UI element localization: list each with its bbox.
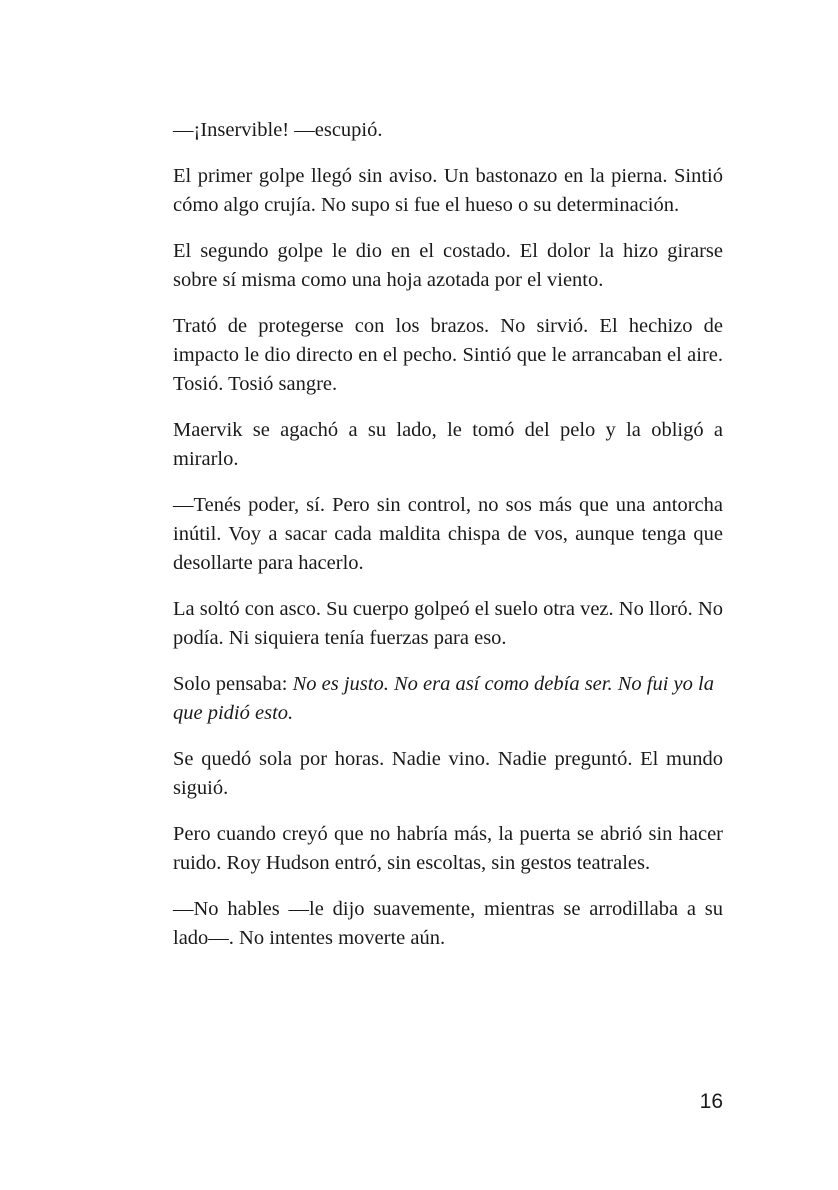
paragraph-8-prefix: Solo pensaba: [173, 673, 293, 695]
paragraph-11: —No hables —le dijo suavemente, mientras se arrodillaba a su lado—. No intentes moverte aún. [173, 898, 723, 949]
paragraph-2: El primer golpe llegó sin aviso. Un bastonazo en la pierna. Sintió cómo algo crujía. No supo si fue el hueso o su determinación. [173, 165, 723, 216]
page-number: 16 [699, 1090, 723, 1113]
paragraph-6: —Tenés poder, sí. Pero sin control, no sos más que una antorcha inútil. Voy a sacar cada maldita chispa de vos, aunque tenga que desollarte para hacerlo. [173, 494, 723, 574]
body-text [173, 116, 723, 970]
paragraph-10: Pero cuando creyó que no habría más, la puerta se abrió sin hacer ruido. Roy Hudson entró, sin escoltas, sin gestos teatrales. [173, 823, 723, 874]
paragraph-9: Se quedó sola por horas. Nadie vino. Nadie preguntó. El mundo siguió. [173, 748, 723, 799]
paragraph-7: La soltó con asco. Su cuerpo golpeó el suelo otra vez. No lloró. No podía. Ni siquiera tenía fuerzas para eso. [173, 598, 723, 649]
paragraph-4: Trató de protegerse con los brazos. No sirvió. El hechizo de impacto le dio directo en el pecho. Sintió que le arrancaban el aire. Tosió. Tosió sangre. [173, 315, 723, 395]
paragraph-5: Maervik se agachó a su lado, le tomó del pelo y la obligó a mirarlo. [173, 419, 723, 470]
paragraph-1: —¡Inservible! —escupió. [173, 119, 383, 141]
paragraph-8-italic-thought: No es justo. No era así como debía ser. No fui yo la que pidió esto. [173, 673, 714, 724]
paragraph-8 [173, 670, 723, 728]
paragraph-3: El segundo golpe le dio en el costado. El dolor la hizo girarse sobre sí misma como una hoja azotada por el viento. [173, 240, 723, 291]
